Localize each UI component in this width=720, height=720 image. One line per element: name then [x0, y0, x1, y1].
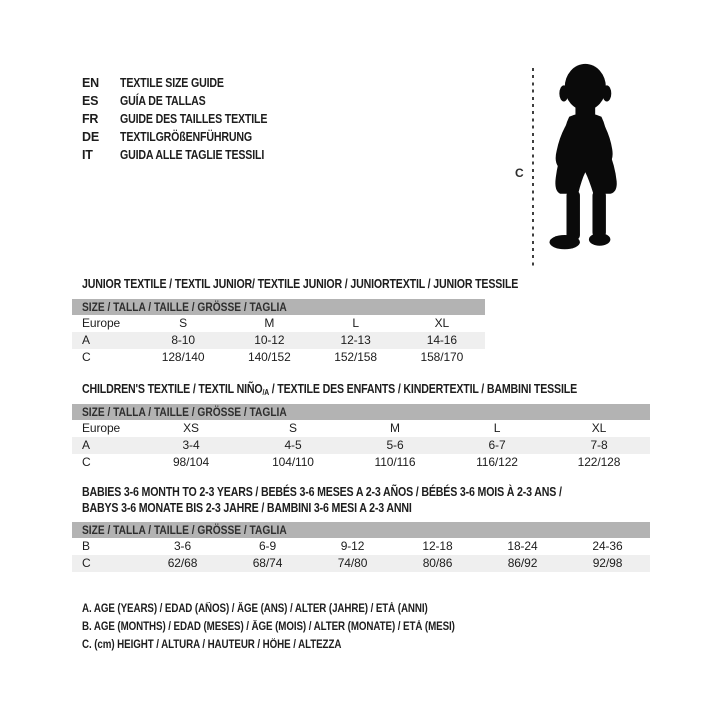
table-cell: 92/98 [592, 556, 623, 570]
toddler-silhouette-icon [542, 63, 634, 269]
babies-table [72, 522, 650, 572]
table-row [72, 315, 485, 332]
row-label: C [82, 556, 91, 570]
row-label: B [82, 539, 90, 553]
table-cell: S [179, 316, 188, 330]
row-label: C [82, 455, 91, 469]
language-label: TEXTILGRÖßENFÜHRUNG [120, 130, 252, 144]
table-row [72, 454, 650, 471]
table-cell: XS [183, 421, 199, 435]
row-label: Europe [82, 316, 121, 330]
table-row [72, 555, 650, 572]
height-measure-line [532, 68, 534, 268]
language-label: GUIDE DES TAILLES TEXTILE [120, 112, 268, 126]
table-cell: 116/122 [476, 455, 518, 469]
table-cell: 5-6 [386, 438, 404, 452]
table-cell: L [352, 316, 359, 330]
size-header-bar: SIZE / TALLA / TAILLE / GRÖSSE / TAGLIA [72, 522, 650, 538]
table-cell: XL [591, 421, 607, 435]
table-cell: 74/80 [337, 556, 368, 570]
table-cell: 14-16 [426, 333, 457, 347]
junior-table-title: JUNIOR TEXTILE / TEXTIL JUNIOR/ TEXTILE JUNIOR / JUNIORTEXTIL / JUNIOR TESSILE [82, 277, 519, 291]
size-header-bar: SIZE / TALLA / TAILLE / GRÖSSE / TAGLIA [72, 299, 485, 315]
table-cell: 152/158 [334, 350, 377, 364]
table-cell: M [390, 421, 400, 435]
language-code: IT [82, 148, 93, 162]
language-code: EN [82, 76, 99, 90]
table-cell: XL [434, 316, 450, 330]
language-row-de [82, 128, 293, 146]
language-label: GUÍA DE TALLAS [120, 94, 206, 108]
junior-section [72, 276, 595, 366]
table-cell: S [289, 421, 297, 435]
table-row [72, 538, 650, 555]
language-code: FR [82, 112, 99, 126]
junior-table [72, 299, 485, 366]
children-section [72, 381, 664, 471]
gender-suffix: /A [262, 388, 269, 397]
language-code: ES [82, 94, 99, 108]
table-cell: 122/128 [577, 455, 621, 469]
language-row-es [82, 92, 293, 110]
table-row [72, 437, 650, 454]
legend-line-b: B. AGE (MONTHS) / EDAD (MESES) / ÂGE (MOIS) / ALTER (MONATE) / ETÀ (MESI) [82, 621, 455, 633]
table-row [72, 332, 485, 349]
language-row-fr [82, 110, 293, 128]
table-cell: 68/74 [252, 556, 283, 570]
table-cell: 24-36 [592, 539, 623, 553]
table-cell: 4-5 [284, 438, 302, 452]
table-row [72, 349, 485, 366]
babies-table-title-line2: BABYS 3-6 MONATE BIS 2-3 JAHRE / BAMBINI 3-6 MESI A 2-3 ANNI [82, 501, 412, 515]
row-label: Europe [82, 421, 121, 435]
table-cell: 104/110 [272, 455, 314, 469]
table-cell: 140/152 [248, 350, 291, 364]
legend-line-a: A. AGE (YEARS) / EDAD (AÑOS) / ÂGE (ANS) / ALTER (JAHRE) / ETÀ (ANNI) [82, 603, 428, 615]
row-label: A [82, 438, 90, 452]
table-cell: 10-12 [254, 333, 285, 347]
language-label: GUIDA ALLE TAGLIE TESSILI [120, 148, 265, 162]
table-row [72, 420, 650, 437]
size-header-bar: SIZE / TALLA / TAILLE / GRÖSSE / TAGLIA [72, 404, 650, 420]
children-table-title: CHILDREN'S TEXTILE / TEXTIL $NIÑO_{/A}$ / TEXTILE DES ENFANTS / KINDERTEXTIL / BAMBINI TESSILE [82, 382, 578, 397]
table-cell: 9-12 [340, 539, 365, 553]
table-cell: 7-8 [590, 438, 608, 452]
height-measure-label: C [515, 166, 524, 180]
table-cell: 98/104 [172, 455, 210, 469]
table-cell: 3-4 [182, 438, 200, 452]
row-label: A [82, 333, 90, 347]
table-cell: 128/140 [161, 350, 205, 364]
language-row-it [82, 146, 293, 164]
table-cell: 18-24 [507, 539, 538, 553]
table-cell: 6-7 [488, 438, 506, 452]
table-cell: 86/92 [507, 556, 538, 570]
table-cell: 12-18 [422, 539, 453, 553]
language-list [82, 74, 293, 164]
row-label: C [82, 350, 91, 364]
table-cell: 12-13 [340, 333, 371, 347]
table-cell: 6-9 [258, 539, 277, 553]
table-cell: 110/116 [374, 455, 416, 469]
babies-section [72, 484, 650, 572]
language-code: DE [82, 130, 99, 144]
table-cell: 62/68 [167, 556, 198, 570]
table-cell: 8-10 [171, 333, 195, 347]
language-label: TEXTILE SIZE GUIDE [120, 76, 224, 90]
table-cell: 80/86 [422, 556, 453, 570]
legend-line-c: C. (cm) HEIGHT / ALTURA / HAUTEUR / HÖHE / ALTEZZA [82, 639, 342, 651]
babies-table-title-line1: BABIES 3-6 MONTH TO 2-3 YEARS / BEBÉS 3-6 MESES A 2-3 AÑOS / BÉBÉS 3-6 MOIS À 2-3 ANS / [82, 485, 562, 499]
language-row-en [82, 74, 293, 92]
table-cell: L [493, 421, 501, 435]
table-cell: M [264, 316, 275, 330]
children-table [72, 404, 650, 471]
table-cell: 158/170 [420, 350, 464, 364]
legend [82, 600, 521, 654]
table-cell: 3-6 [173, 539, 192, 553]
